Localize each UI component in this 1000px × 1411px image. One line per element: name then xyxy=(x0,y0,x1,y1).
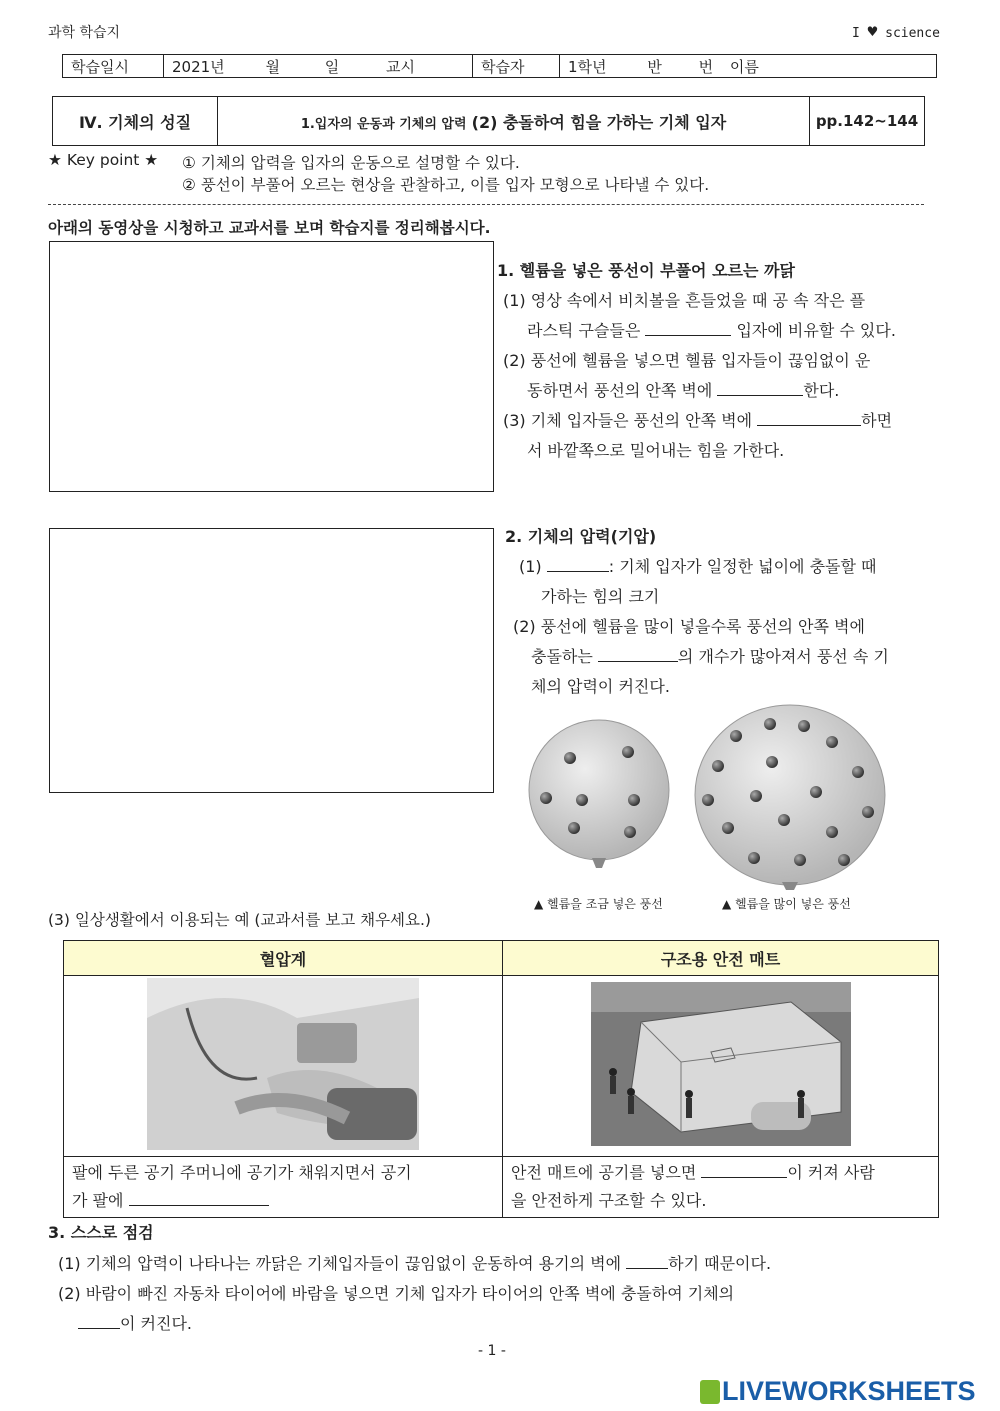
examples-intro: (3) 일상생활에서 이용되는 예 (교과서를 보고 채우세요.) xyxy=(48,911,431,929)
s1-q3-line1: (3) 기체 입자들은 풍선의 안쪽 벽에 하면 xyxy=(503,411,893,430)
info-table xyxy=(62,54,937,78)
s3-q2-line2: 이 커진다. xyxy=(78,1311,192,1334)
section-2 xyxy=(505,522,952,702)
section-1-title: 1. 헬륨을 넣은 풍선이 부풀어 오르는 까닭 xyxy=(497,261,795,280)
s3-q2-blank[interactable] xyxy=(78,1312,120,1329)
s2-q2-line2: 충돌하는 의 개수가 많아져서 풍선 속 기 xyxy=(531,647,889,666)
section-2-title: 2. 기체의 압력(기압) xyxy=(505,527,657,546)
s1-q1-line2: 라스틱 구슬들은 입자에 비유할 수 있다. xyxy=(527,321,896,340)
s2-q1-line1: (1) : 기체 입자가 일정한 넓이에 충돌할 때 xyxy=(519,557,877,576)
s2-q1-line2: 가하는 힘의 크기 xyxy=(541,587,660,606)
learner-label: 학습자 xyxy=(473,55,560,78)
liveworksheets-logo: LIVEWORKSHEETS xyxy=(700,1376,976,1407)
mat-image-cell xyxy=(503,976,939,1157)
page-range: pp.142~144 xyxy=(810,97,925,146)
s2-q1-blank[interactable] xyxy=(547,555,609,572)
date-label: 학습일시 xyxy=(63,55,164,78)
examples-table xyxy=(63,940,939,1218)
video-box-1[interactable] xyxy=(49,241,494,492)
mat-text-cell: 안전 매트에 공기를 넣으면 이 커져 사람 을 안전하게 구조할 수 있다. xyxy=(503,1157,939,1218)
s1-q1-line1: (1) 영상 속에서 비치볼을 흔들었을 때 공 속 작은 플 xyxy=(503,291,866,310)
blood-pressure-photo xyxy=(147,978,419,1150)
section-3-title: 3. 스스로 점검 xyxy=(48,1223,154,1242)
s1-q3-line2: 서 바깥쪽으로 밀어내는 힘을 가한다. xyxy=(527,441,785,460)
s1-q2-line2: 동하면서 풍선의 안쪽 벽에 한다. xyxy=(527,381,840,400)
s3-q1: (1) 기체의 압력이 나타나는 까닭은 기체입자들이 끊임없이 운동하여 용기의 벽에 하기 때문이다. xyxy=(58,1254,772,1273)
balloons-illustration xyxy=(522,700,892,890)
header-slogan: I ♥ science xyxy=(852,22,940,41)
unit-table xyxy=(52,96,925,146)
section-1 xyxy=(497,256,952,466)
chapter-title: Ⅳ. 기체의 성질 xyxy=(53,97,218,146)
video-box-2[interactable] xyxy=(49,528,494,793)
small-balloon xyxy=(529,720,669,868)
keypoint-1: ① 기체의 압력을 입자의 운동으로 설명할 수 있다. xyxy=(182,154,520,172)
keypoint-label: ★ Key point ★ xyxy=(48,151,159,169)
s2-q2-line1: (2) 풍선에 헬륨을 많이 넣을수록 풍선의 안쪽 벽에 xyxy=(513,617,865,636)
s1-q2-blank[interactable] xyxy=(717,379,803,396)
header-title: 과학 학습지 xyxy=(48,25,121,41)
s1-q2-line1: (2) 풍선에 헬륨을 넣으면 헬륨 입자들이 끊임없이 운 xyxy=(503,351,871,370)
liveworksheets-badge-icon xyxy=(700,1380,720,1404)
col-head-bp: 혈압계 xyxy=(64,941,503,976)
date-cell[interactable]: 2021년 월 일 교시 xyxy=(164,55,473,78)
large-balloon xyxy=(695,705,885,890)
lesson-title: 1.입자의 운동과 기체의 압력 (2) 충돌하여 힘을 가하는 기체 입자 xyxy=(218,97,810,146)
bp-text-cell: 팔에 두른 공기 주머니에 공기가 채워지면서 공기 가 팔에 xyxy=(64,1157,503,1218)
s2-q2-blank[interactable] xyxy=(598,645,678,662)
bp-image-cell xyxy=(64,976,503,1157)
keypoint-2: ② 풍선이 부풀어 오르는 현상을 관찰하고, 이를 입자 모형으로 나타낼 수 있다. xyxy=(182,176,710,194)
dashed-divider xyxy=(48,204,924,205)
col-head-mat: 구조용 안전 매트 xyxy=(503,941,939,976)
caption-large-balloon: ▲ 헬륨을 많이 넣은 풍선 xyxy=(722,897,851,911)
s1-q3-blank[interactable] xyxy=(757,409,861,426)
mat-blank[interactable] xyxy=(701,1161,787,1178)
instruction: 아래의 동영상을 시청하고 교과서를 보며 학습지를 정리해봅시다. xyxy=(48,219,491,237)
heart-icon: ♥ xyxy=(867,22,878,41)
s3-q2-line1: (2) 바람이 빠진 자동차 타이어에 바람을 넣으면 기체 입자가 타이어의 안쪽 벽에 충돌하여 기체의 xyxy=(58,1284,735,1303)
s3-q1-blank[interactable] xyxy=(626,1252,668,1269)
caption-small-balloon: ▲ 헬륨을 조금 넣은 풍선 xyxy=(534,897,663,911)
safety-mat-photo xyxy=(591,982,851,1146)
learner-cell[interactable]: 1학년 반 번 이름 xyxy=(560,55,937,78)
s2-q2-line3: 체의 압력이 커진다. xyxy=(531,677,670,696)
page-number: - 1 - xyxy=(478,1343,506,1359)
bp-blank[interactable] xyxy=(129,1189,269,1206)
s1-q1-blank[interactable] xyxy=(645,319,731,336)
